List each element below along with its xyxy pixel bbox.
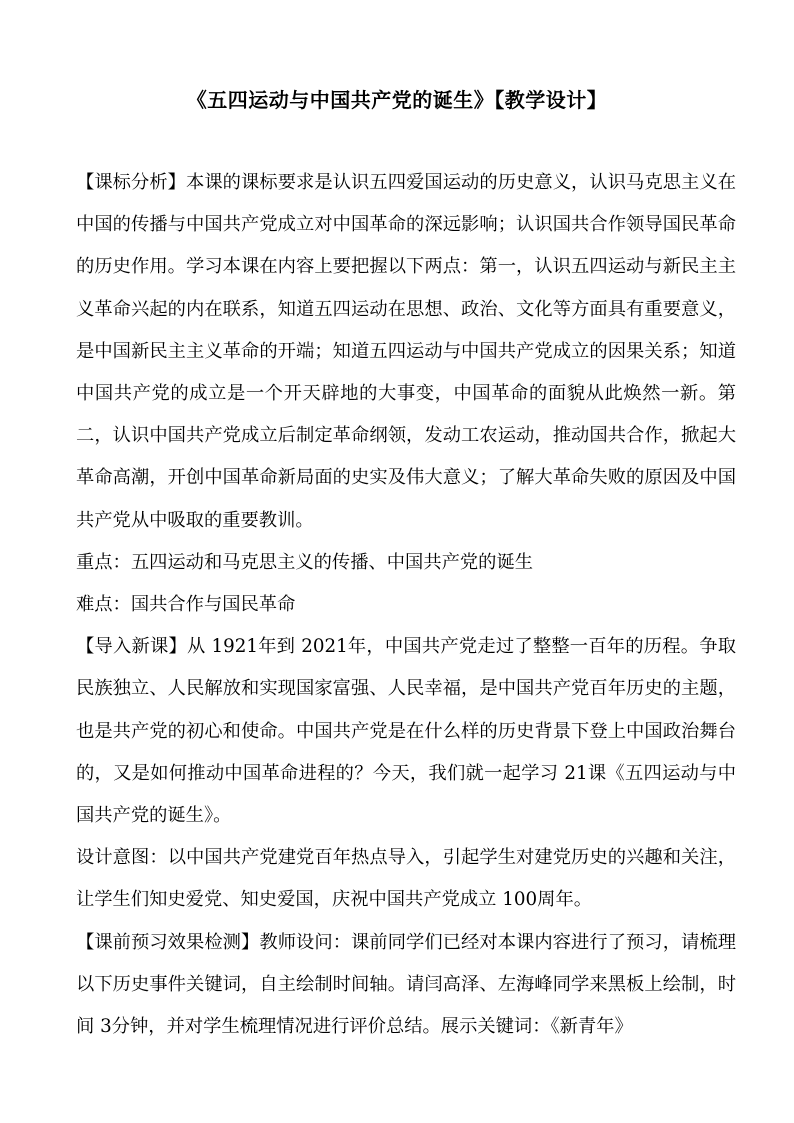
paragraph-text: 以中国共产党建党百年热点导入，引起学生对建党历史的兴趣和关注，让学生们知史爱党、知史爱国，庆祝中国共产党成立 100周年。: [76, 847, 737, 911]
paragraph-label: 重点：: [76, 551, 131, 573]
paragraph-difficulties: [76, 584, 736, 626]
document-title: 《五四运动与中国共产党的诞生》【教学设计】: [186, 88, 608, 112]
paragraph-label: 【导入新课】: [76, 636, 187, 658]
document-body: [76, 162, 736, 1048]
paragraph-key-points: [76, 542, 736, 584]
paragraph-label: 设计意图：: [76, 847, 168, 869]
paragraph-text: 国共合作与国民革命: [130, 594, 296, 616]
paragraph-preview-check: [76, 922, 736, 1049]
paragraph-introduction: [76, 626, 736, 837]
paragraph-design-intent: [76, 837, 736, 921]
paragraph-text: 从 1921年到 2021年，中国共产党走过了整整一百年的历程。争取民族独立、人民解放和实现国家富强、人民幸福，是中国共产党百年历史的主题，也是共产党的初心和使命。中国共产党是在什么样的历史背景下登上中国政治舞台的，又是如何推动中国革命进程的？今天，我们就一起学习 21课《五四运动与中国共产党的诞生》。: [76, 636, 737, 827]
paragraph-label: 难点：: [76, 594, 131, 616]
paragraph-label: 【课前预习效果检测】: [76, 931, 260, 953]
paragraph-text: 本课的课标要求是认识五四爱国运动的历史意义，认识马克思主义在中国的传播与中国共产党成立对中国革命的深远影响；认识国共合作领导国民革命的历史作用。学习本课在内容上要把握以下两点：第一，认识五四运动与新民主主义革命兴起的内在联系，知道五四运动在思想、政治、文化等方面具有重要意义，是中国新民主主义革命的开端；知道五四运动与中国共产党成立的因果关系；知道中国共产党的成立是一个开天辟地的大事变，中国革命的面貌从此焕然一新。第二，认识中国共产党成立后制定革命纲领，发动工农运动，推动国共合作，掀起大革命高潮，开创中国革命新局面的史实及伟大意义；了解大革命失败的原因及中国共产党从中吸取的重要教训。: [76, 172, 737, 531]
paragraph-label: 【课标分析】: [76, 172, 187, 193]
paragraph-text: 五四运动和马克思主义的传播、中国共产党的诞生: [130, 551, 534, 573]
paragraph-text: 教师设问：课前同学们已经对本课内容进行了预习，请梳理以下历史事件关键词，自主绘制时间轴。请闫高泽、左海峰同学来黑板上绘制，时间 3分钟，并对学生梳理情况进行评价总结。展示关键词：《新青年》: [76, 931, 737, 1038]
paragraph-curriculum-analysis: [76, 162, 736, 542]
